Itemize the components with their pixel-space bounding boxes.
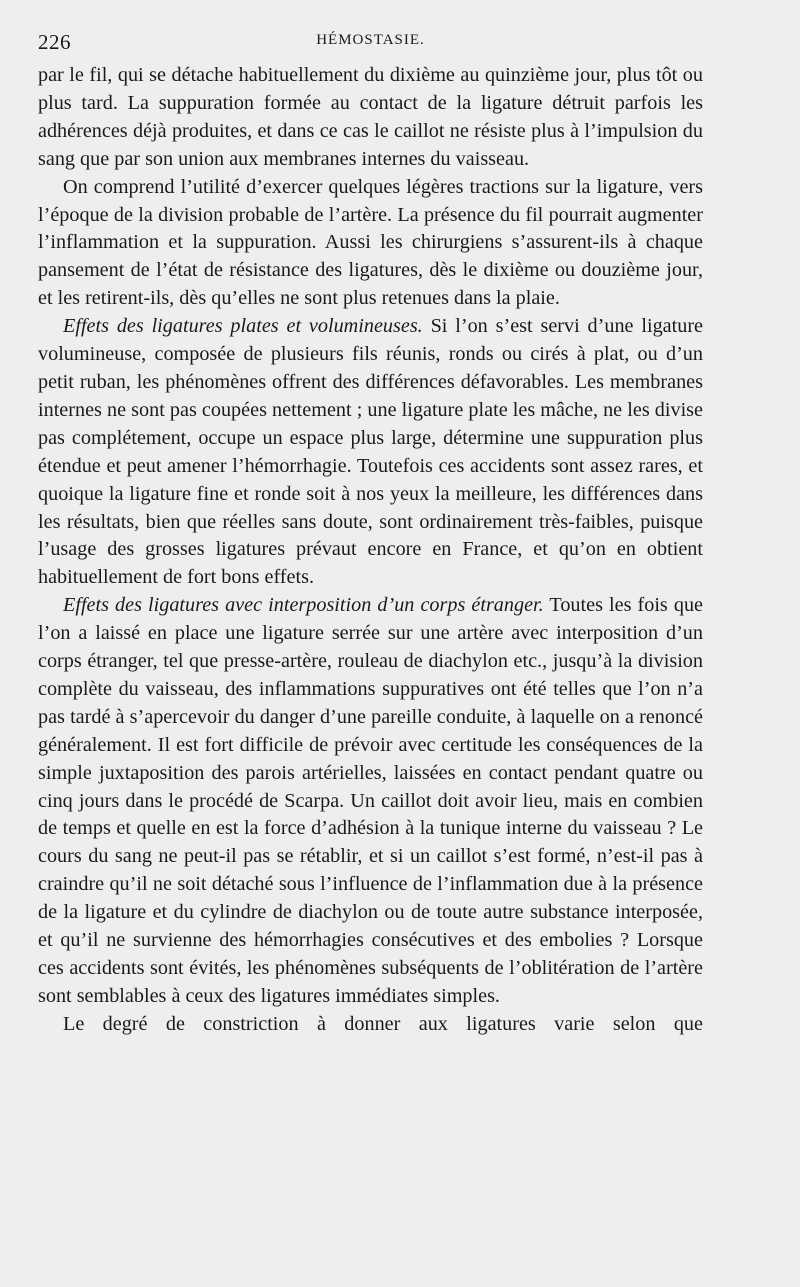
paragraph-flat-ligatures bbox=[38, 313, 703, 592]
paragraph-text: par le fil, qui se détache habituellement du dixième au quinzième jour, plus tôt ou plus tard. La suppuration formée au contact de la ligature détruit parfois les adhérences déjà produites, et dans ce cas le caillot ne résiste plus à l’impulsion du sang que par son union aux membranes internes du vaisseau. bbox=[38, 64, 703, 170]
paragraph-text: Le degré de constriction à donner aux ligatures varie selon que bbox=[63, 1012, 703, 1035]
paragraph-text: On comprend l’utilité d’exercer quelques légères tractions sur la ligature, vers l’époque de la division probable de l’artère. La présence du fil pourrait augmenter l’inflammation et la suppuration. Aussi les chirurgiens s’assurent-ils à chaque pansement de l’état de résistance des ligatures, dès le dixième ou douzième jour, et les retirent-ils, dès qu’elles ne sont plus retenues dans la plaie. bbox=[38, 175, 703, 310]
paragraph-continuation bbox=[38, 62, 703, 174]
section-lead-foreign-body: Effets des ligatures avec interposition d’un corps étranger. bbox=[63, 594, 544, 617]
running-title: HÉMOSTASIE. bbox=[316, 32, 425, 48]
paragraph-text: Si l’on s’est servi d’une ligature volumineuse, composée de plusieurs fils réunis, ronds ou cirés à plat, ou d’un petit ruban, les phénomènes offrent des différences défavorables. Les membranes internes ne sont pas coupées nettement ; une ligature plate les mâche, ne les divise pas complétement, occupe un espace plus large, détermine une suppuration plus étendue et peut amener l’hémorrhagie. Toutefois ces accidents sont assez rares, et quoique la ligature fine et ronde soit à nos yeux la meilleure, les différences dans les résultats, bien que réelles sans doute, sont ordinairement très-faibles, puisque l’usage des grosses ligatures prévaut encore en France, et qu’on en obtient habituellement de fort bons effets. bbox=[38, 315, 704, 589]
paragraph-foreign-body bbox=[38, 592, 703, 1011]
page-number: 226 bbox=[38, 30, 71, 54]
paragraph bbox=[38, 174, 703, 314]
paragraph-text: Toutes les fois que l’on a laissé en place une ligature serrée sur une artère avec interposition d’un corps étranger, tel que presse-artère, rouleau de diachylon etc., jusqu’à la division complète du vaisseau, des inflammations suppuratives ont été telles que l’on n’a pas tardé à s’apercevoir du danger d’une pareille conduite, à laquelle on a renoncé généralement. Il est fort difficile de prévoir avec certitude les conséquences de la simple juxtaposition des parois artérielles, laissées en contact pendant quatre ou cinq jours dans le procédé de Scarpa. Un caillot doit avoir lieu, mais en combien de temps et quelle en est la force d’adhésion à la tunique interne du vaisseau ? Le cours du sang ne peut-il pas se rétablir, et si un caillot s’est formé, n’est-il pas à craindre qu’il ne soit détaché sous l’influence de l’inflammation due à la présence de la ligature et du cylindre de diachylon ou de toute autre substance interposée, et qu’il ne survienne des hémorrhagies consécutives et des embolies ? Lorsque ces accidents sont évités, les phénomènes subséquents de l’oblitération de l’artère sont semblables à ceux des ligatures immédiates simples. bbox=[38, 594, 703, 1007]
section-lead-flat-ligatures: Effets des ligatures plates et volumineuses. bbox=[63, 315, 423, 338]
body-text bbox=[38, 62, 703, 1039]
running-head bbox=[38, 26, 703, 62]
paragraph-constriction bbox=[38, 1011, 703, 1039]
